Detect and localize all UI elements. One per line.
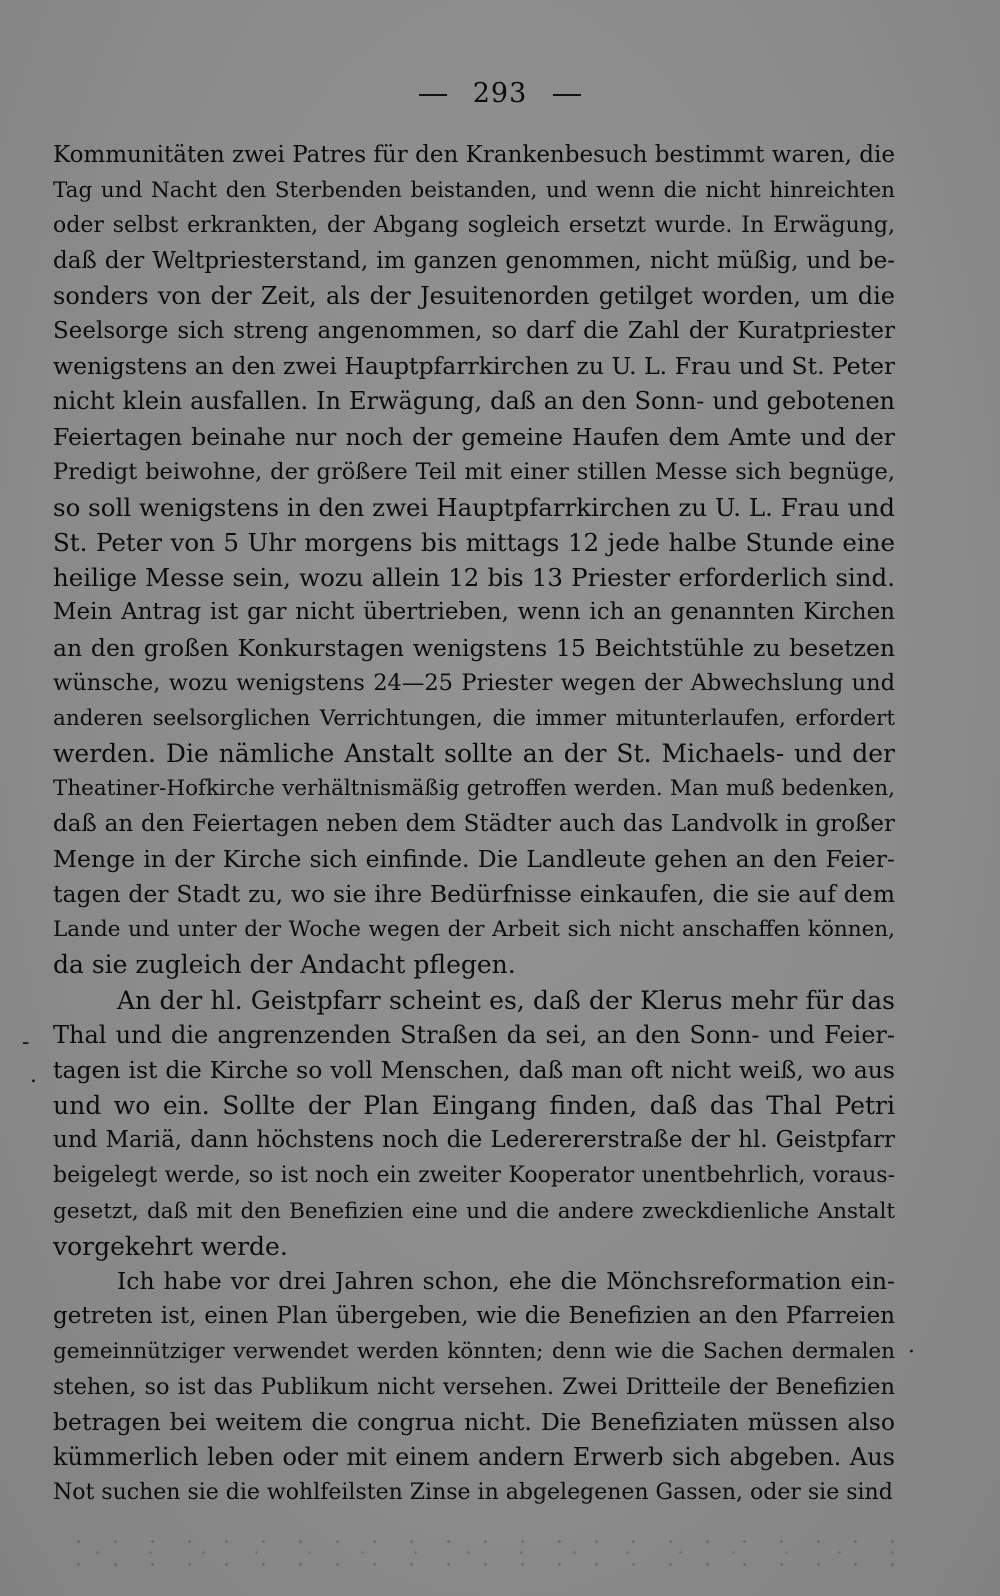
text-line: An der hl. Geistpfarr scheint es, daß der Klerus mehr für das [117, 985, 895, 1015]
text-line: Not suchen sie die wohlfeilsten Zinse in abgelegenen Gassen, oder sie sind [53, 1480, 893, 1506]
text-line: und wo ein. Sollte der Plan Eingang finden, daß das Thal Petri [53, 1091, 895, 1121]
text-line: Seelsorge sich streng angenommen, so darf die Zahl der Kuratpriester [53, 317, 895, 344]
text-line: beigelegt werde, so ist noch ein zweiter Kooperator unentbehrlich, voraus- [53, 1163, 895, 1189]
page-number-value: 293 [472, 78, 528, 109]
text-line: gemeinnütziger verwendet werden könnten; denn wie die Sachen dermalen [53, 1339, 895, 1365]
text-line: Theatiner-Hofkirche verhältnismäßig getroffen werden. Man muß bedenken, [53, 776, 895, 802]
text-line: vorgekehrt werde. [53, 1231, 288, 1261]
text-line: getreten ist, einen Plan übergeben, wie die Benefizien an den Pfarreien [53, 1303, 895, 1330]
text-line: Feiertagen beinahe nur noch der gemeine Haufen dem Amte und der [53, 422, 895, 451]
text-line: tagen ist die Kirche so voll Menschen, daß man oft nicht weiß, wo aus [53, 1055, 895, 1084]
text-line: stehen, so ist das Publikum nicht versehen. Zwei Dritteile der Benefizien [53, 1373, 895, 1400]
text-line: Tag und Nacht den Sterbenden beistanden, und wenn die nicht hinreichten [53, 178, 895, 204]
text-line: Thal und die angrenzenden Straßen da sei, an den Sonn- und Feier- [53, 1020, 895, 1049]
text-line: wünsche, wozu wenigstens 24—25 Priester wegen der Abwechslung und [53, 669, 895, 696]
text-line: da sie zugleich der Andacht pflegen. [53, 950, 516, 980]
text-line: so soll wenigstens in den zwei Hauptpfarrkirchen zu U. L. Frau und [53, 492, 895, 522]
text-line: Kommunitäten zwei Patres für den Krankenbesuch bestimmt waren, die [53, 142, 895, 168]
margin-dot: · [908, 1340, 915, 1365]
text-line: tagen der Stadt zu, wo sie ihre Bedürfnisse einkaufen, die sie auf dem [53, 879, 895, 908]
text-line: daß an den Feiertagen neben dem Städter auch das Landvolk in großer [53, 810, 895, 837]
text-line: St. Peter von 5 Uhr morgens bis mittags 12 jede halbe Stunde eine [53, 528, 895, 558]
paper-noise [60, 1530, 920, 1580]
text-line: wenigstens an den zwei Hauptpfarrkirchen zu U. L. Frau und St. Peter [53, 352, 895, 381]
text-line: anderen seelsorglichen Verrichtungen, die immer mitunterlaufen, erfordert [53, 706, 895, 731]
margin-dot: - [22, 1030, 30, 1055]
text-line: daß der Weltpriesterstand, im ganzen genommen, nicht müßig, und be- [53, 247, 895, 274]
text-line: heilige Messe sein, wozu allein 12 bis 13 Priester erforderlich sind. [53, 563, 895, 593]
text-line: sonders von der Zeit, als der Jesuitenorden getilget worden, um die [53, 281, 895, 310]
text-line: gesetzt, daß mit den Benefizien eine und die andere zweckdienliche Anstalt [53, 1198, 895, 1224]
text-line: Mein Antrag ist gar nicht übertrieben, wenn ich an genannten Kirchen [53, 599, 895, 626]
text-line: betragen bei weitem die congrua nicht. Die Benefiziaten müssen also [53, 1407, 895, 1436]
text-line: und Mariä, dann höchstens noch die Lederererstraße der hl. Geistpfarr [53, 1127, 895, 1154]
text-line: nicht klein ausfallen. In Erwägung, daß an den Sonn- und gebotenen [53, 387, 895, 416]
text-line: werden. Die nämliche Anstalt sollte an der St. Michaels- und der [53, 739, 895, 769]
text-line: Ich habe vor drei Jahren schon, ehe die Mönchsreformation ein- [117, 1267, 895, 1295]
margin-dot: . [30, 1063, 37, 1088]
dash-left [419, 94, 447, 96]
page-number [0, 78, 1000, 109]
dash-right [553, 94, 581, 96]
text-line: oder selbst erkrankten, der Abgang sogleich ersetzt wurde. In Erwägung, [53, 213, 895, 239]
text-line: kümmerlich leben oder mit einem andern Erwerb sich abgeben. Aus [53, 1442, 895, 1471]
text-line: Predigt beiwohne, der größere Teil mit einer stillen Messe sich begnüge, [53, 458, 895, 485]
text-line: Lande und unter der Woche wegen der Arbeit sich nicht anschaffen können, [53, 917, 895, 943]
text-line: an den großen Konkurstagen wenigstens 15 Beichtstühle zu besetzen [53, 633, 895, 662]
text-line: Menge in der Kirche sich einfinde. Die Landleute gehen an den Feier- [53, 844, 895, 873]
body-text [53, 138, 895, 1510]
